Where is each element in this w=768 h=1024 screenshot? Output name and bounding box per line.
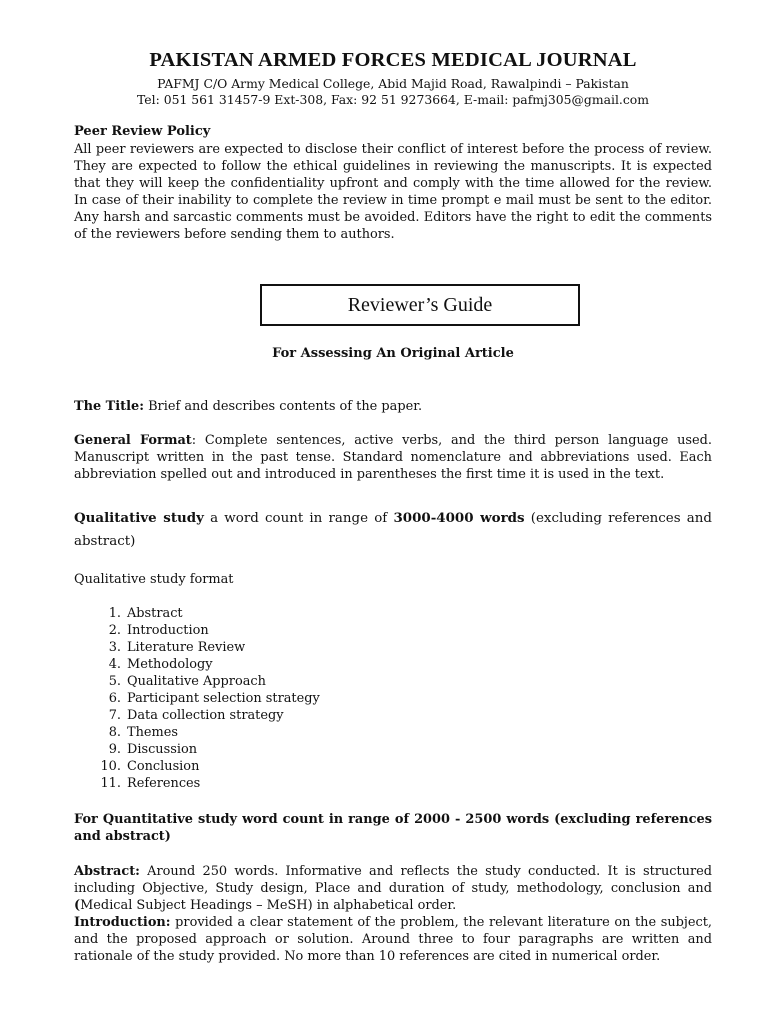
qualitative-format-item	[98, 622, 320, 639]
qualitative-format-item	[98, 690, 320, 707]
journal-contact: Tel: 051 561 31457-9 Ext-308, Fax: 92 51 9273664, E-mail: pafmj305@gmail.com	[136, 92, 649, 107]
qualitative-count: 3000-4000 words	[393, 510, 525, 526]
qualitative-format-item	[98, 605, 320, 622]
list-item-number: 5.	[108, 674, 121, 689]
qualitative-format-item	[98, 775, 320, 792]
qualitative-format-label: Qualitative study format	[74, 572, 234, 587]
qualitative-format-list	[98, 605, 320, 792]
introduction-paragraph	[74, 914, 712, 965]
general-format-text: : Complete sentences, active verbs, and the third person language used. Manuscript written in the past tense. Standard nomenclature and abbreviations used. Each abbreviation spelled out and introduced in parentheses the first time it is used in the text.	[74, 433, 712, 482]
list-item-number: 1.	[108, 606, 121, 621]
list-item-text: References	[127, 776, 201, 791]
qualitative-format-item	[98, 639, 320, 656]
list-item-text: Conclusion	[127, 759, 200, 774]
journal-title: PAKISTAN ARMED FORCES MEDICAL JOURNAL	[149, 49, 637, 71]
qualitative-label: Qualitative study	[74, 510, 204, 526]
general-format-label: General Format	[74, 433, 192, 448]
list-item-number: 6.	[108, 691, 121, 706]
abstract-label: Abstract:	[74, 864, 140, 879]
qualitative-format-item	[98, 656, 320, 673]
introduction-label: Introduction:	[74, 915, 171, 930]
title-label: The Title:	[74, 399, 144, 414]
list-item-number: 2.	[108, 623, 121, 638]
list-item-text: Abstract	[127, 606, 183, 621]
reviewers-guide-box	[260, 284, 580, 326]
list-item-number: 4.	[108, 657, 121, 672]
peer-review-heading: Peer Review Policy	[74, 124, 211, 139]
list-item-number: 11.	[100, 776, 121, 791]
list-item-number: 7.	[108, 708, 121, 723]
list-item-text: Qualitative Approach	[127, 674, 266, 689]
list-item-text: Themes	[127, 725, 178, 740]
reviewers-guide-title: Reviewer’s Guide	[347, 293, 493, 316]
qualitative-paragraph	[74, 507, 712, 553]
general-format-paragraph	[74, 432, 712, 483]
qualitative-format-item	[98, 724, 320, 741]
list-item-text: Literature Review	[127, 640, 246, 655]
list-item-number: 8.	[108, 725, 121, 740]
abstract-text-b: Medical Subject Headings – MeSH) in alphabetical order.	[80, 898, 457, 913]
qualitative-format-item	[98, 673, 320, 690]
qualitative-format-item	[98, 707, 320, 724]
list-item-text: Discussion	[127, 742, 198, 757]
list-item-text: Introduction	[127, 623, 209, 638]
journal-address: PAFMJ C/O Army Medical College, Abid Majid Road, Rawalpindi – Pakistan	[157, 76, 629, 91]
peer-review-body: All peer reviewers are expected to disclose their conflict of interest before the process of review. They are expected to follow the ethical guidelines in reviewing the manuscripts. It is expected that they will keep the confidentiality upfront and comply with the time allowed for the review. In case of their inability to complete the review in time prompt e mail must be sent to the editor. Any harsh and sarcastic comments must be avoided. Editors have the right to edit the comments of the reviewers before sending them to authors.	[74, 142, 712, 242]
qualitative-format-item	[98, 758, 320, 775]
qualitative-text-b: (excluding references and abstract)	[74, 511, 712, 549]
guide-subtitle: For Assessing An Original Article	[272, 346, 514, 361]
abstract-text-a: Around 250 words. Informative and reflects the study conducted. It is structured including Objective, Study design, Place and duration of study, methodology, conclusion and	[74, 864, 712, 896]
list-item-number: 3.	[108, 640, 121, 655]
document-page	[74, 0, 712, 1024]
quantitative-heading: For Quantitative study word count in range of 2000 - 2500 words (excluding references and abstract)	[74, 812, 712, 844]
list-item-text: Participant selection strategy	[127, 691, 320, 706]
abstract-paragraph	[74, 863, 712, 914]
qualitative-format-item	[98, 741, 320, 758]
qualitative-text-a: a word count in range of	[203, 511, 394, 526]
title-paragraph	[74, 398, 712, 415]
list-item-number: 10.	[100, 759, 121, 774]
introduction-text: provided a clear statement of the problem, the relevant literature on the subject, and the proposed approach or solution. Around three to four paragraphs are written and rationale of the study provided. No more than 10 references are cited in numerical order.	[74, 915, 712, 964]
list-item-text: Methodology	[127, 657, 213, 672]
list-item-number: 9.	[108, 742, 121, 757]
abstract-paren: (	[74, 898, 81, 913]
list-item-text: Data collection strategy	[127, 708, 284, 723]
title-text: Brief and describes contents of the paper.	[143, 399, 423, 414]
